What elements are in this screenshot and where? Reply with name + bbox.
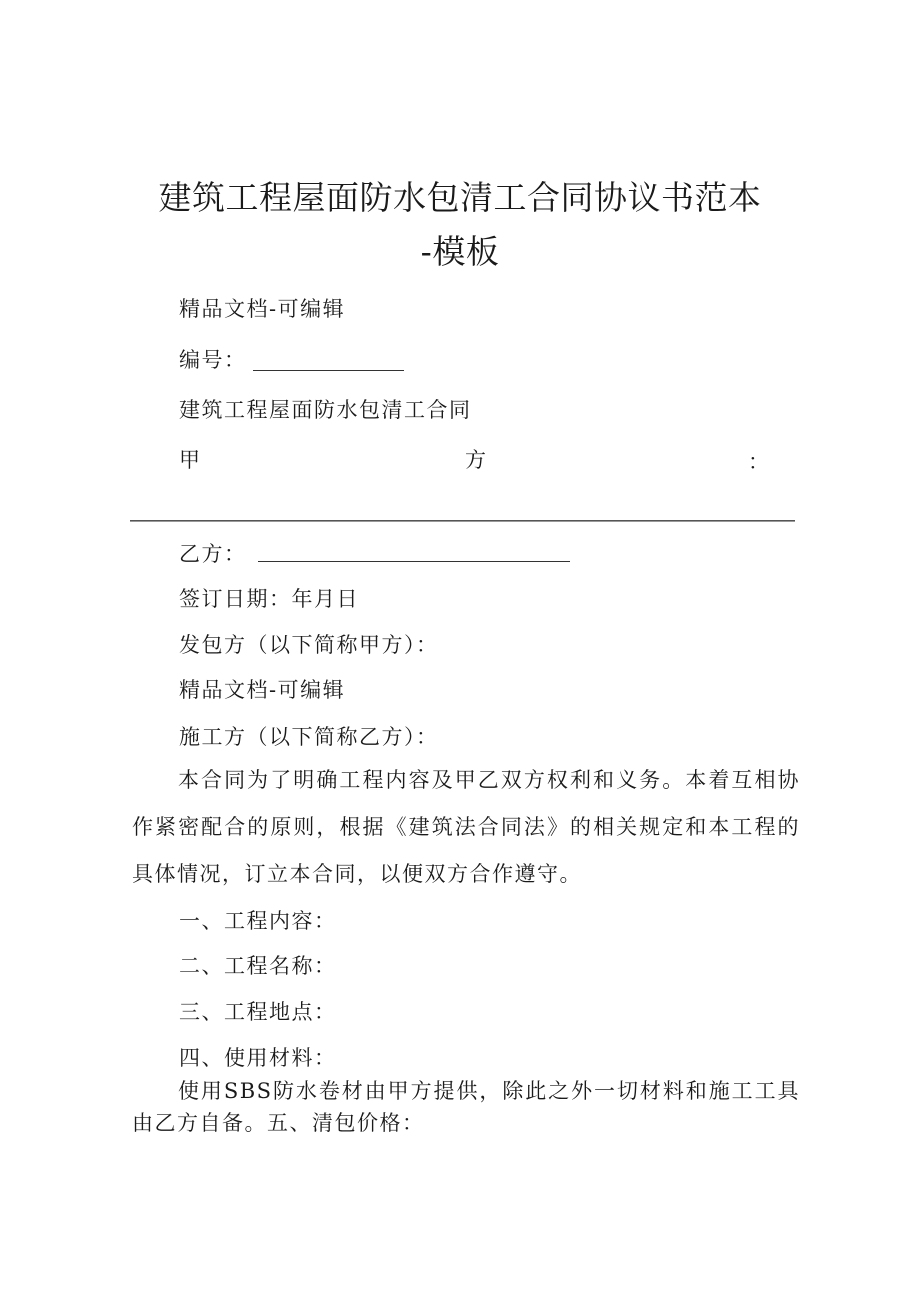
party-a-colon: ： bbox=[748, 450, 771, 474]
materials-paragraph: 使用SBS防水卷材由甲方提供，除此之外一切材料和施工工具由乙方自备。五、清包价格： bbox=[132, 1079, 800, 1135]
party-b-blank bbox=[258, 561, 570, 562]
party-a-blank-line bbox=[130, 520, 795, 522]
editable-label: 精品文档-可编辑 bbox=[179, 297, 346, 321]
document-title-line-2: -模板 bbox=[420, 232, 500, 271]
document-title-line-1: 建筑工程屋面防水包清工合同协议书范本 bbox=[158, 178, 762, 217]
section-materials: 四、使用材料： bbox=[179, 1046, 337, 1070]
intro-paragraph: 本合同为了明确工程内容及甲乙双方权利和义务。本着互相协作紧密配合的原则，根据《建筑法合同法》的相关规定和本工程的具体情况，订立本合同，以便双方合作遵守。 bbox=[132, 768, 800, 886]
contractor-party: 施工方（以下简称乙方）： bbox=[179, 725, 439, 749]
contract-number-label: 编号： bbox=[179, 348, 247, 372]
party-a-label-char-2: 方 bbox=[465, 448, 488, 472]
signing-date: 签订日期：年月日 bbox=[179, 587, 359, 611]
contract-number-blank bbox=[253, 370, 404, 371]
party-a-label-char-1: 甲 bbox=[179, 448, 202, 472]
section-project-name: 二、工程名称： bbox=[179, 954, 337, 978]
editable-label-2: 精品文档-可编辑 bbox=[179, 678, 346, 702]
section-project-location: 三、工程地点： bbox=[179, 1000, 337, 1024]
section-project-content: 一、工程内容： bbox=[179, 909, 337, 933]
employer-party: 发包方（以下简称甲方）： bbox=[179, 633, 439, 657]
contract-subtitle: 建筑工程屋面防水包清工合同 bbox=[179, 398, 472, 422]
party-b-label: 乙方： bbox=[179, 542, 247, 566]
